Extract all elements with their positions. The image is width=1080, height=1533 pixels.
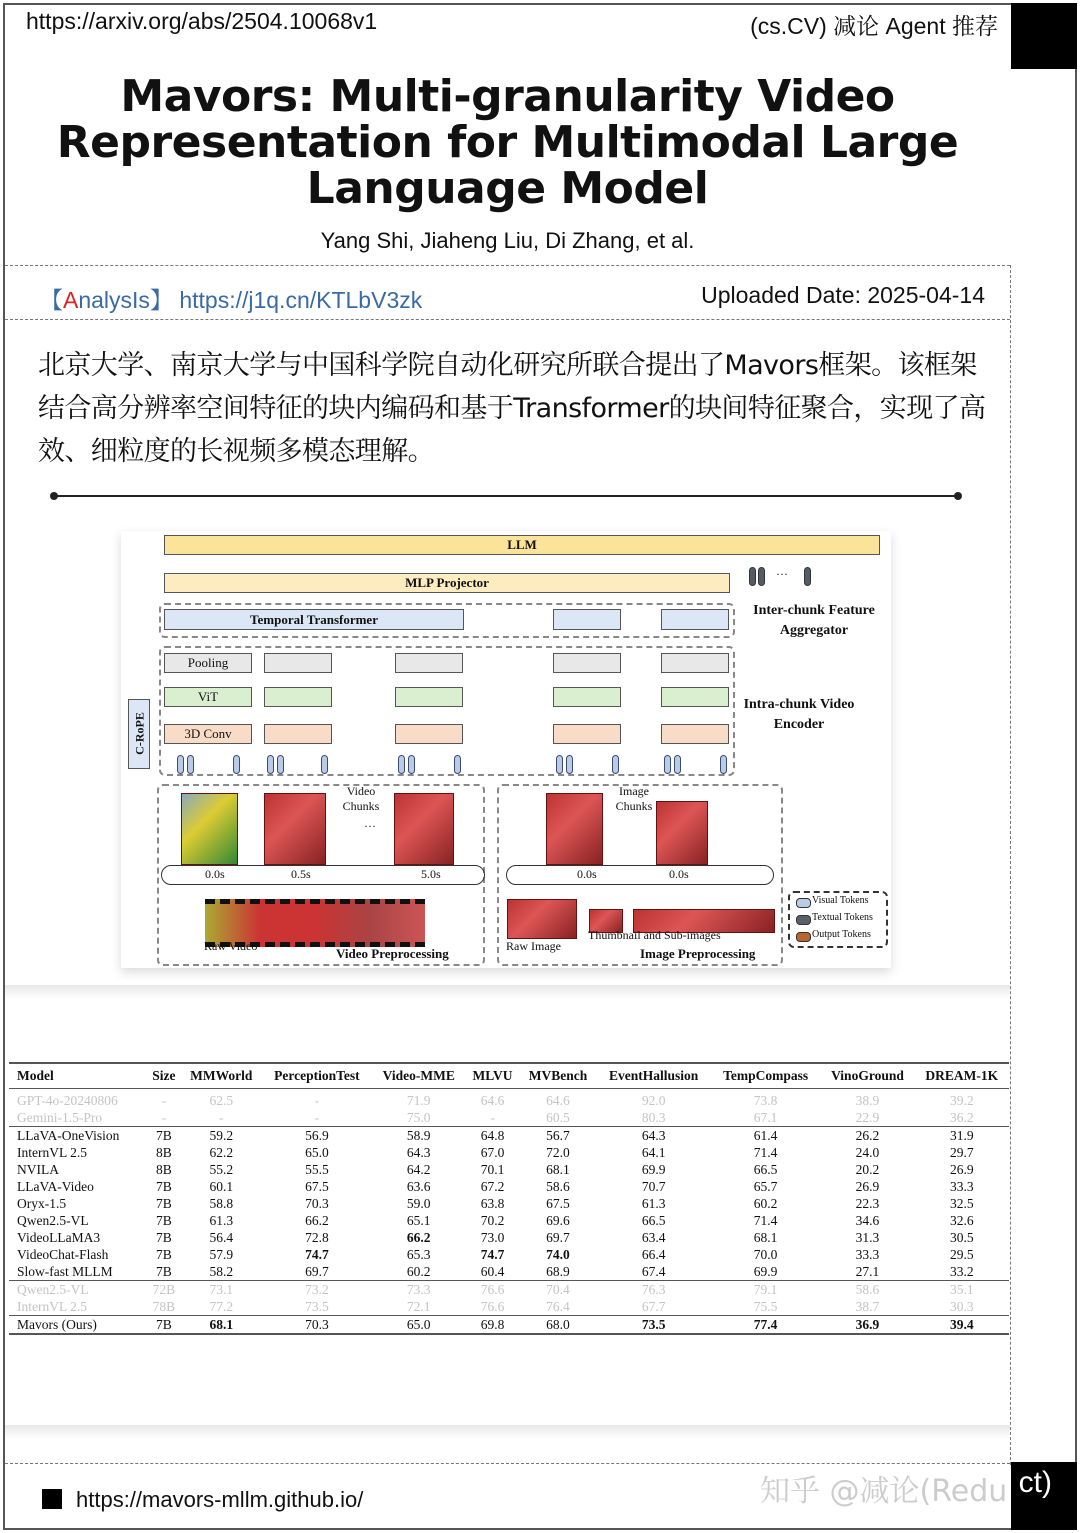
paper-title: Mavors: Multi-granularity Video Representation for Multimodal Large Language Model [56,71,959,214]
table-cell: 68.1 [753,1229,778,1245]
arxiv-link[interactable]: https://arxiv.org/abs/2504.10068v1 [26,8,378,34]
table-cell: - [314,1109,320,1125]
table-cell: 64.2 [406,1161,431,1177]
table-cell: 20.2 [855,1161,880,1177]
table-cell: 58.6 [546,1178,570,1194]
table-cell: 73.8 [753,1092,778,1108]
table-cell: 27.1 [855,1263,880,1279]
table-cell: 8B [155,1144,172,1160]
table-cell: 68.0 [520,1316,597,1335]
mlp-projector-block: MLP Projector [164,573,730,593]
model-name-cell: Qwen2.5-VL [17,1212,89,1228]
video-chunk-image [181,793,238,865]
model-name-cell: NVILA [17,1161,59,1177]
model-name-cell: VideoChat-Flash [17,1246,109,1262]
table-cell: 26.2 [820,1127,914,1145]
table-cell: 70.1 [480,1161,505,1177]
table-cell: 74.7 [480,1246,505,1262]
table-cell: 71.9 [406,1092,431,1108]
table-cell: 71.4 [753,1212,778,1228]
visual-token-icon [566,755,573,774]
table-cell: 65.0 [372,1316,466,1335]
image-time: 0.0s [577,867,597,881]
corner-block-top [1011,3,1077,69]
visual-token-icon [187,755,194,774]
textual-token-icon [804,567,811,586]
table-cell: 30.5 [949,1229,974,1245]
pooling-block: Pooling [164,653,252,673]
visual-token-icon [612,755,619,774]
table-cell: 80.3 [641,1109,666,1125]
table-cell: 70.0 [753,1246,778,1262]
image-chunks-label: Image Chunks [615,784,653,813]
image-timeline [506,865,774,885]
column-header: DREAM-1K [915,1063,1009,1089]
table-cell: - [490,1109,495,1125]
table-cell: 74.0 [546,1246,570,1262]
table-cell: 33.3 [949,1178,974,1194]
architecture-figure [121,531,891,968]
visual-token-icon [398,755,405,774]
temporal-transformer-block: Temporal Transformer [164,609,464,630]
table-cell: 65.0 [305,1144,329,1160]
table-cell: 55.2 [209,1161,234,1177]
table-cell: 62.5 [209,1092,234,1108]
table-cell: 70.3 [305,1195,329,1211]
vit-block [264,687,332,707]
table-row [9,1316,1009,1335]
video-chunk-image [264,793,326,865]
table-cell: 66.5 [641,1212,666,1228]
table-cell: 24.0 [855,1144,880,1160]
table-cell: 63.4 [641,1229,666,1245]
table-cell: 7B [155,1263,172,1279]
ellipsis: ··· [364,819,376,833]
temporal-transformer-block [553,609,621,630]
table-cell: 58.9 [372,1127,466,1145]
table-cell: 74.7 [305,1246,329,1262]
table-cell: 70.7 [641,1178,666,1194]
table-cell: 36.9 [820,1316,914,1335]
table-cell: 69.9 [753,1263,778,1279]
table-cell: 64.8 [466,1127,520,1145]
image-preprocessing-label: Image Preprocessing [640,946,756,961]
project-link[interactable]: https://mavors-mllm.github.io/ [76,1487,364,1512]
visual-token-icon [556,755,563,774]
visual-token-icon [177,755,184,774]
temporal-transformer-block [661,609,729,630]
table-cell: 29.7 [949,1144,974,1160]
table-cell: 57.9 [209,1246,234,1262]
analysis-letter-a: A [63,287,79,313]
table-cell: 66.2 [406,1229,431,1245]
model-name-cell: GPT-4o-20240806 [17,1092,118,1108]
vit-block [395,687,463,707]
table-cell: 30.3 [949,1298,974,1314]
conv3d-block [264,724,332,744]
legend-label: Visual Tokens [812,895,869,906]
table-row [9,1144,1009,1161]
table-cell: 55.5 [305,1161,329,1177]
table-cell: 35.1 [915,1281,1009,1299]
table-cell: 26.9 [855,1178,880,1194]
model-name-cell: Oryx-1.5 [17,1195,67,1211]
results-table [9,1062,1009,1335]
table-cell: 7B [155,1195,172,1211]
thumbnail-label: Thumbnail and Sub-images [588,928,721,942]
table-cell: 7B [155,1178,172,1194]
pooling-block [395,653,463,673]
table-cell: - [219,1109,224,1125]
image-chunk-image [656,801,708,865]
table-row [9,1089,1009,1110]
legend-label: Output Tokens [812,929,871,940]
table-cell: 58.6 [820,1281,914,1299]
column-header: MMWorld [181,1063,262,1089]
textual-token-icon [758,567,765,586]
image-time: 0.0s [669,867,689,881]
table-cell: 79.1 [711,1281,820,1299]
conv3d-block [661,724,729,744]
table-cell: 7B [147,1316,180,1335]
table-cell: 69.9 [641,1161,666,1177]
table-row [9,1161,1009,1178]
table-cell: 72B [147,1281,180,1299]
table-cell: 34.6 [855,1212,880,1228]
visual-token-icon [408,755,415,774]
table-cell: 29.5 [949,1246,974,1262]
column-header: Video-MME [372,1063,466,1089]
table-cell: 31.3 [855,1229,880,1245]
visual-token-swatch [796,898,811,908]
table-cell: 64.6 [480,1092,505,1108]
table-cell: 60.2 [406,1263,431,1279]
table-cell: - [161,1092,167,1108]
watermark-tail: ct) [1018,1466,1052,1499]
table-cell: 61.4 [711,1127,820,1145]
table-row [9,1212,1009,1229]
table-cell: 61.3 [209,1212,234,1228]
image-chunk-image [546,793,603,865]
table-cell: 73.5 [305,1298,329,1314]
section-divider [52,495,960,497]
table-cell: 69.7 [546,1229,570,1245]
table-cell: 73.5 [596,1316,711,1335]
conv3d-block [553,724,621,744]
table-cell: 64.6 [546,1092,570,1108]
pooling-block [553,653,621,673]
table-cell: 65.1 [406,1212,431,1228]
column-header: MVBench [520,1063,597,1089]
table-cell: 7B [155,1212,172,1228]
pooling-block [264,653,332,673]
table-cell: 75.0 [406,1109,431,1125]
video-chunk-image [394,793,454,865]
watermark: 知乎 @减论(Redu [760,1474,1008,1509]
section-shadow [5,985,1010,999]
summary-text: 北京大学、南京大学与中国科学院自动化研究所联合提出了Mavors框架。该框架结合高分辨率空间特征的块内编码和基于Transformer的块间特征聚合，实现了高效、细粒度的长视频多模态理解。 [38,350,986,467]
table-cell: 73.1 [181,1281,262,1299]
table-cell: 33.2 [949,1263,974,1279]
model-name-cell: Qwen2.5-VL [9,1281,147,1299]
table-body [9,1089,1009,1335]
table-cell: 22.3 [855,1195,880,1211]
table-cell: 72.8 [305,1229,329,1245]
textual-token-swatch [796,915,811,925]
table-cell: 7B [147,1127,180,1145]
visual-token-icon [321,755,328,774]
dashed-divider [5,319,1010,320]
table-cell: 60.2 [753,1195,778,1211]
crope-label: C-RoPE [132,712,147,755]
table-cell: 31.9 [915,1127,1009,1145]
visual-token-icon [664,755,671,774]
llm-block: LLM [164,535,880,555]
table-cell: 38.9 [855,1092,880,1108]
table-row [9,1281,1009,1299]
column-header: EventHallusion [596,1063,711,1089]
crope-block [128,699,150,769]
table-cell: 73.2 [262,1281,372,1299]
table-cell: 61.3 [641,1195,666,1211]
model-name-cell: LLaVA-Video [17,1178,94,1194]
table-cell: 78B [152,1298,176,1314]
column-header: PerceptionTest [262,1063,372,1089]
model-name-cell: Mavors (Ours) [9,1316,147,1335]
model-name-cell: InternVL 2.5 [17,1144,87,1160]
output-token-swatch [796,932,811,942]
table-cell: 63.6 [406,1178,431,1194]
column-header: VinoGround [820,1063,914,1089]
table-cell: 72.1 [406,1298,431,1314]
table-cell: 76.3 [596,1281,711,1299]
table-row [9,1229,1009,1246]
table-cell: 67.5 [546,1195,570,1211]
vit-block [553,687,621,707]
model-name-cell: Gemini-1.5-Pro [17,1109,103,1125]
table-cell: 70.3 [262,1316,372,1335]
analysis-label: nalysIs】 [78,287,173,313]
table-cell: 77.2 [209,1298,234,1314]
table-row [9,1178,1009,1195]
table-cell: 22.9 [855,1109,880,1125]
visual-token-icon [674,755,681,774]
table-cell: 75.5 [753,1298,778,1314]
table-cell: 58.8 [209,1195,234,1211]
table-cell: 77.4 [711,1316,820,1335]
table-cell: 60.5 [546,1109,570,1125]
legend [788,891,888,948]
model-name-cell: InternVL 2.5 [17,1298,87,1314]
table-cell: 39.2 [949,1092,974,1108]
table-cell: 67.5 [305,1178,329,1194]
table-cell: 7B [155,1229,172,1245]
textual-token-icon [749,567,756,586]
table-cell: - [161,1109,167,1125]
uploaded-date: Uploaded Date: 2025-04-14 [701,282,985,308]
legend-label: Textual Tokens [812,912,873,923]
visual-token-icon [233,755,240,774]
table-cell: 38.7 [855,1298,880,1314]
table-header-row [9,1063,1009,1089]
table-cell: 66.2 [305,1212,329,1228]
table-cell: 70.4 [520,1281,597,1299]
analysis-url[interactable]: https://j1q.cn/KTLbV3zk [179,287,423,313]
column-header: Size [147,1063,180,1089]
table-cell: 26.9 [949,1161,974,1177]
vit-block [661,687,729,707]
table-cell: 8B [155,1161,172,1177]
bullet-square-icon [42,1489,62,1509]
table-cell: 60.4 [480,1263,505,1279]
table-cell: 68.1 [181,1316,262,1335]
column-header: Model [9,1063,147,1089]
table-cell: 62.2 [209,1144,234,1160]
model-name-cell: VideoLLaMA3 [17,1229,101,1245]
table-cell: 7B [155,1246,172,1262]
video-time: 0.0s [205,867,225,881]
video-chunks-label: Video Chunks [342,784,380,813]
table-cell: 69.7 [305,1263,329,1279]
table-cell: 39.4 [915,1316,1009,1335]
video-time: 5.0s [421,867,441,881]
conv3d-block [395,724,463,744]
table-cell: 65.7 [753,1178,778,1194]
model-name-cell: Slow-fast MLLM [17,1263,113,1279]
table-cell: 69.6 [546,1212,570,1228]
visual-token-icon [720,755,727,774]
pooling-block [661,653,729,673]
table-cell: 76.4 [546,1298,570,1314]
right-dashed-rule [1010,265,1011,1465]
visual-token-icon [277,755,284,774]
dashed-divider [5,265,1010,266]
video-preprocessing-label: Video Preprocessing [336,946,449,961]
table-cell: 56.9 [262,1127,372,1145]
analysis-link-row[interactable] [40,282,422,315]
table-cell: 56.4 [209,1229,234,1245]
table-cell: 36.2 [949,1109,974,1125]
table-cell: 68.9 [546,1263,570,1279]
table-cell: 70.2 [480,1212,505,1228]
table-cell: 66.4 [641,1246,666,1262]
table-cell: 73.3 [372,1281,466,1299]
raw-image-label: Raw Image [506,939,561,953]
table-cell: 72.0 [546,1144,570,1160]
table-cell: 73.0 [480,1229,505,1245]
dashed-divider [5,1463,1010,1464]
table-row [9,1263,1009,1281]
ellipsis: ··· [776,567,788,581]
table-row [9,1127,1009,1145]
visual-token-icon [454,755,461,774]
category-tag: (cs.CV) 减论 Agent 推荐 [750,13,998,39]
paper-authors: Yang Shi, Jiaheng Liu, Di Zhang, et al. [320,228,695,253]
table-row [9,1246,1009,1263]
table-cell: 67.4 [641,1263,666,1279]
table-cell: 59.2 [181,1127,262,1145]
raw-video-label: Raw Video [204,939,258,953]
table-cell: 66.5 [753,1161,778,1177]
table-cell: 64.3 [406,1144,431,1160]
table-cell: 92.0 [641,1092,666,1108]
table-cell: 69.8 [466,1316,520,1335]
model-name-cell: LLaVA-OneVision [9,1127,147,1145]
table-row [9,1298,1009,1316]
table-cell: 56.7 [520,1127,597,1145]
table-cell: - [314,1092,320,1108]
table-cell: 33.3 [855,1246,880,1262]
vit-block: ViT [164,687,252,707]
table-cell: 58.2 [209,1263,234,1279]
table-row [9,1195,1009,1212]
table-cell: 63.8 [480,1195,505,1211]
table-cell: 67.1 [753,1109,778,1125]
video-time: 0.5s [291,867,311,881]
table-cell: 59.0 [406,1195,431,1211]
table-cell: 64.1 [641,1144,666,1160]
table-cell: 71.4 [753,1144,778,1160]
table-cell: 65.3 [406,1246,431,1262]
table-cell: 68.1 [546,1161,570,1177]
table-cell: 67.7 [641,1298,666,1314]
inter-chunk-label: Inter-chunk Feature Aggregator [753,603,875,638]
table-cell: 32.5 [949,1195,974,1211]
section-shadow [5,1425,1010,1439]
intra-chunk-label: Intra-chunk Video Encoder [743,697,855,732]
table-cell: 60.1 [209,1178,234,1194]
table-cell: 67.2 [480,1178,505,1194]
table-row [9,1109,1009,1127]
column-header: MLVU [466,1063,520,1089]
table-cell: 76.6 [466,1281,520,1299]
table-cell: 64.3 [596,1127,711,1145]
raw-image [507,899,577,939]
visual-token-icon [267,755,274,774]
column-header: TempCompass [711,1063,820,1089]
table-cell: 32.6 [949,1212,974,1228]
conv3d-block: 3D Conv [164,724,252,744]
analysis-bracket: 【 [40,287,63,313]
table-cell: 76.6 [480,1298,505,1314]
table-cell: 67.0 [480,1144,505,1160]
